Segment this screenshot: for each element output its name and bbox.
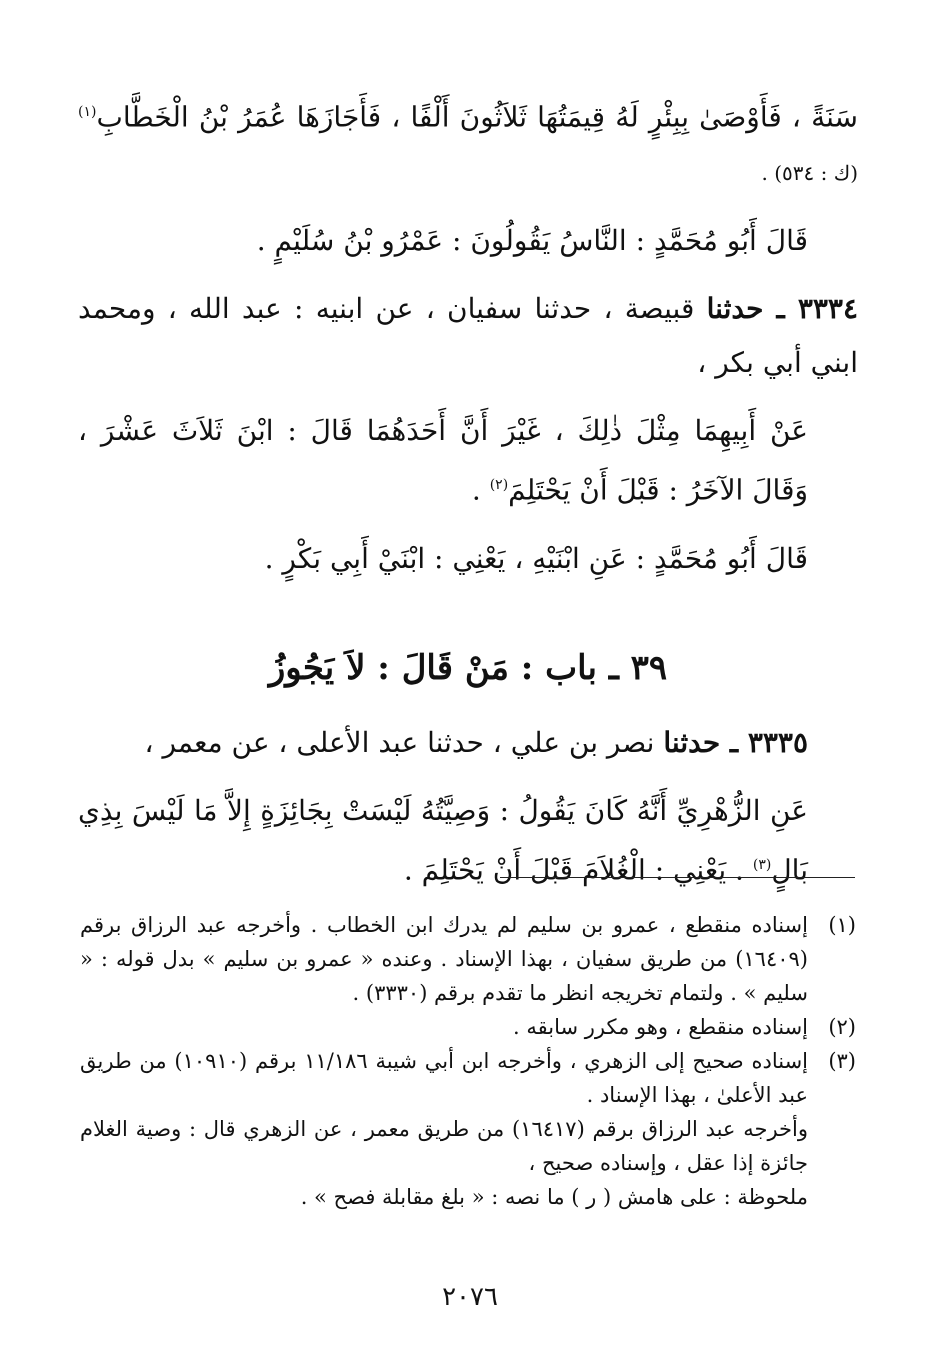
- matn-text: عَنْ أَبِيهِمَا مِثْلَ ذٰلِكَ ، غَيْرَ أَنَّ أَحَدَهُمَا قَالَ : ابْنَ ثَلاَثَ عَشْرَ ، وَقَالَ الآخَرُ : قَبْلَ أَنْ يَحْتَلِمَ: [78, 414, 808, 507]
- footnote-text: إسناده منقطع ، عمرو بن سليم لم يدرك ابن الخطاب . وأخرجه عبد الرزاق برقم (١٦٤٠٩) من طريق سفيان ، بهذا الإسناد . وعنده « عمرو بن سليم » بدل قوله : « سليم » . ولتمام تخريجه انظر ما تقدم برقم (٣٣٣٠) .: [80, 913, 808, 1005]
- hadith-number: ٣٣٣٥ ـ حدثنا: [663, 725, 808, 759]
- footnote-remark: ملحوظة : على هامش ( ر ) ما نصه : « بلغ مقابلة فصح » .: [300, 1185, 808, 1209]
- footnote-text: إسناده صحيح إلى الزهري ، وأخرجه ابن أبي شيبة ١١/١٨٦ برقم (١٠٩١٠) من طريق عبد الأعلىٰ ، بهذا الإسناد .: [80, 1049, 808, 1107]
- main-text: [78, 85, 858, 897]
- hadith-3335: [78, 716, 858, 770]
- paragraph: قَالَ أَبُو مُحَمَّدٍ : عَنِ ابْنَيْهِ ، يَعْنِي : ابْنَيْ أَبِي بَكْرٍ .: [264, 541, 808, 575]
- text-line: [78, 85, 858, 200]
- footnote: [80, 1010, 856, 1044]
- footnotes: [80, 908, 856, 1214]
- hadith-matn: [78, 404, 858, 517]
- paragraph: قَالَ أَبُو مُحَمَّدٍ : النَّاسُ يَقُولُونَ : عَمْرُو بْنُ سُلَيْمٍ .: [256, 224, 808, 258]
- footnote-number: (٢): [828, 1015, 856, 1039]
- matn-text: . يَعْنِي : الْغُلاَمَ قَبْلَ أَنْ يَحْتَلِمَ .: [403, 852, 744, 886]
- footnote-number: (٣): [828, 1049, 856, 1073]
- hadith-isnad: نصر بن علي ، حدثنا عبد الأعلى ، عن معمر ،: [144, 725, 655, 759]
- hadith-matn: [78, 784, 858, 897]
- footnote-continuation: وأخرجه عبد الرزاق برقم (١٦٤١٧) من طريق معمر ، عن الزهري قال : وصية الغلام جائزة إذا عقل ، وإسناده صحيح ،: [80, 1117, 808, 1175]
- matn-text: عَنِ الزُّهْرِيِّ أَنَّهُ كَانَ يَقُولُ : وَصِيَّتُهُ لَيْسَتْ بِجَائِزَةٍ إِلاَّ مَا لَيْسَ بِذِي بَالٍ: [78, 793, 808, 886]
- matn-end: .: [471, 473, 481, 507]
- reference-note: (ك : ٥٣٤) .: [761, 161, 858, 186]
- footnote: [80, 1044, 856, 1112]
- footnote-marker: (٣): [752, 856, 772, 873]
- page-number: ٢٠٧٦: [442, 1282, 498, 1312]
- hadith-number: ٣٣٣٤ ـ حدثنا: [706, 292, 858, 326]
- chapter-heading: ٣٩ ـ باب : مَنْ قَالَ : لاَ يَجُوزُ: [268, 647, 668, 688]
- hadith-3334: [78, 282, 858, 390]
- hadith-isnad: قبيصة ، حدثنا سفيان ، عن ابنيه : عبد الله ، ومحمد ابني أبي بكر ،: [78, 292, 858, 380]
- footnote-text: إسناده منقطع ، وهو مكرر سابقه .: [513, 1015, 808, 1039]
- footnote-marker: (٢): [489, 477, 509, 494]
- footnote-divider: [500, 877, 855, 878]
- footnote-marker: (١): [78, 104, 97, 120]
- text-segment: سَنَةً ، فَأَوْصَىٰ بِبِئْرٍ لَهُ قِيمَتُهَا ثَلاَثُونَ أَلْفًا ، فَأَجَازَهَا عُمَرُ بْنُ الْخَطَّابِ: [96, 100, 858, 134]
- footnote-number: (١): [828, 913, 856, 937]
- footnote: [80, 908, 856, 1010]
